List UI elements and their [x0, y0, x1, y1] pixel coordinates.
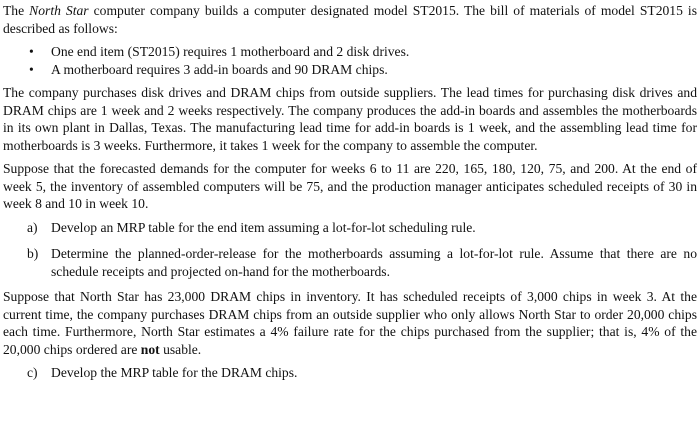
question-b — [3, 245, 697, 280]
question-c-text: Develop the MRP table for the DRAM chips. — [51, 365, 298, 380]
list-item — [3, 43, 697, 61]
bullet-icon: • — [29, 44, 34, 59]
list-item — [3, 61, 697, 79]
intro-paragraph — [3, 2, 697, 37]
question-c-label: c) — [27, 365, 38, 380]
dram-text-start: Suppose that North Star has 23,000 DRAM chips in inventory. It has scheduled receipts of 3,000 chips in week 3. At the current time, the company purchases DRAM chips from an outside supplier who only allows North Star to order 20,000 chips each time. Furthermore, North Star estimates a 4% failure rate for the chips purchased from the supplier; that is, 4% of the 20,000 chips ordered are — [3, 289, 697, 357]
bullet-text: One end item (ST2015) requires 1 motherboard and 2 disk drives. — [51, 44, 410, 59]
question-c — [3, 364, 697, 382]
intro-text-start: The — [3, 3, 30, 18]
question-a-label: a) — [27, 219, 38, 235]
problem-document — [3, 2, 697, 391]
question-b-label: b) — [27, 246, 39, 261]
bullet-text: A motherboard requires 3 add-in boards and 90 DRAM chips. — [51, 61, 388, 77]
demand-paragraph: Suppose that the forecasted demands for the computer for weeks 6 to 11 are 220, 165, 180, 120, 75, and 200. At the end of week 5, the inventory of assembled computers will be 75, and the production manager anticipates scheduled receipts of 30 in week 8 and 10 in week 10. — [3, 161, 697, 211]
question-a — [3, 219, 697, 237]
bullet-icon: • — [29, 61, 34, 77]
dram-text-end: usable. — [159, 341, 202, 357]
bill-of-materials-list — [3, 43, 697, 78]
lead-times-paragraph: The company purchases disk drives and DRAM chips from outside suppliers. The lead times for purchasing disk drives and DRAM chips are 1 week and 2 weeks respectively. The company produces the add-in boards and assembles the motherboards in its own plant in Dallas, Texas. The manufacturing lead time for add-in boards is 1 week, and the assembling lead time for motherboards is 3 weeks. Furthermore, it takes 1 week for the company to assemble the computer. — [3, 85, 697, 153]
company-name: North Star — [29, 3, 89, 18]
dram-paragraph — [3, 288, 697, 358]
intro-text-end: computer company builds a computer designated model ST2015. The bill of materials of model ST2015 is described as follows: — [3, 3, 697, 36]
dram-emphasis: not — [140, 341, 160, 357]
question-b-text: Determine the planned-order-release for the motherboards assuming a lot-for-lot rule. Assume that there are no schedule receipts and projected on-hand for the motherboards. — [51, 246, 697, 279]
question-a-text: Develop an MRP table for the end item assuming a lot-for-lot scheduling rule. — [51, 219, 476, 235]
